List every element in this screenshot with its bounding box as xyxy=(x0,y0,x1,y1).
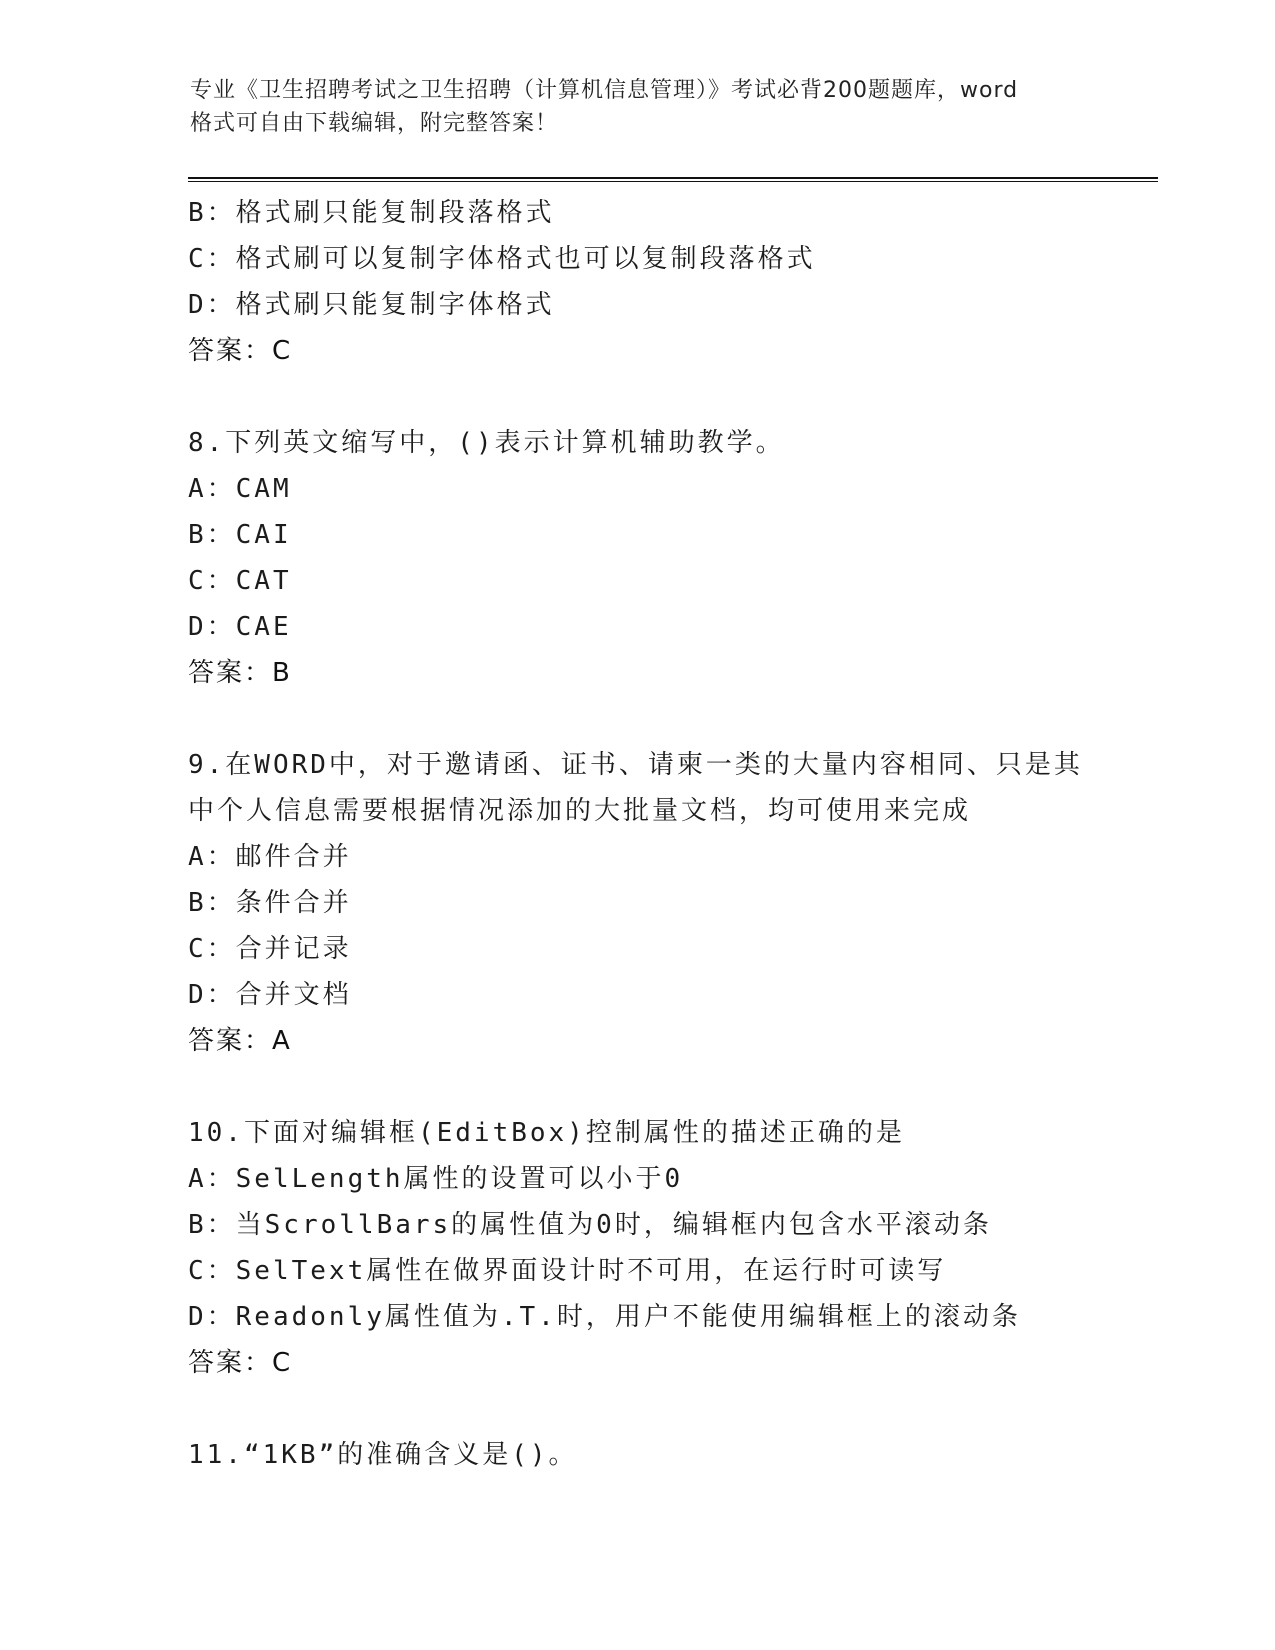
option-d: D：CAE xyxy=(188,612,292,642)
question-stem: 11.“1KB”的准确含义是()。 xyxy=(188,1440,578,1470)
header-line-1: 专业《卫生招聘考试之卫生招聘（计算机信息管理）》考试必背200题题库，word xyxy=(190,78,1019,103)
question-8 xyxy=(188,420,1168,696)
question-9 xyxy=(188,742,1168,1064)
spacer xyxy=(188,374,1168,420)
option-c: C：合并记录 xyxy=(188,934,352,964)
option-b: B：CAI xyxy=(188,520,292,550)
answer-label: 答案：C xyxy=(188,1348,293,1378)
option-a: A：邮件合并 xyxy=(188,842,352,872)
option-b: B：格式刷只能复制段落格式 xyxy=(188,198,555,228)
question-7-partial xyxy=(188,190,1168,374)
spacer xyxy=(188,696,1168,742)
option-a: A：CAM xyxy=(188,474,292,504)
option-a: A：SelLength属性的设置可以小于0 xyxy=(188,1164,684,1194)
spacer xyxy=(188,1386,1168,1432)
question-stem: 10.下面对编辑框(EditBox)控制属性的描述正确的是 xyxy=(188,1118,905,1148)
question-stem: 8.下列英文缩写中，()表示计算机辅助教学。 xyxy=(188,428,785,458)
option-c: C：SelText属性在做界面设计时不可用，在运行时可读写 xyxy=(188,1256,947,1286)
option-d: D：格式刷只能复制字体格式 xyxy=(188,290,555,320)
header-divider xyxy=(188,177,1158,182)
question-list xyxy=(188,190,1168,1478)
question-10 xyxy=(188,1110,1168,1386)
answer-label: 答案：B xyxy=(188,658,292,688)
answer-label: 答案：C xyxy=(188,336,293,366)
option-c: C：CAT xyxy=(188,566,292,596)
answer-label: 答案：A xyxy=(188,1026,292,1056)
question-stem-line-1: 9.在WORD中，对于邀请函、证书、请柬一类的大量内容相同、只是其 xyxy=(188,750,1083,780)
option-b: B：条件合并 xyxy=(188,888,352,918)
option-c: C：格式刷可以复制字体格式也可以复制段落格式 xyxy=(188,244,816,274)
document-header xyxy=(190,74,1110,140)
question-stem-line-2: 中个人信息需要根据情况添加的大批量文档，均可使用来完成 xyxy=(188,796,972,826)
option-d: D：合并文档 xyxy=(188,980,352,1010)
option-d: D：Readonly属性值为.T.时，用户不能使用编辑框上的滚动条 xyxy=(188,1302,1021,1332)
header-line-2: 格式可自由下载编辑，附完整答案！ xyxy=(190,111,559,136)
question-11 xyxy=(188,1432,1168,1478)
option-b: B：当ScrollBars的属性值为0时，编辑框内包含水平滚动条 xyxy=(188,1210,992,1240)
spacer xyxy=(188,1064,1168,1110)
